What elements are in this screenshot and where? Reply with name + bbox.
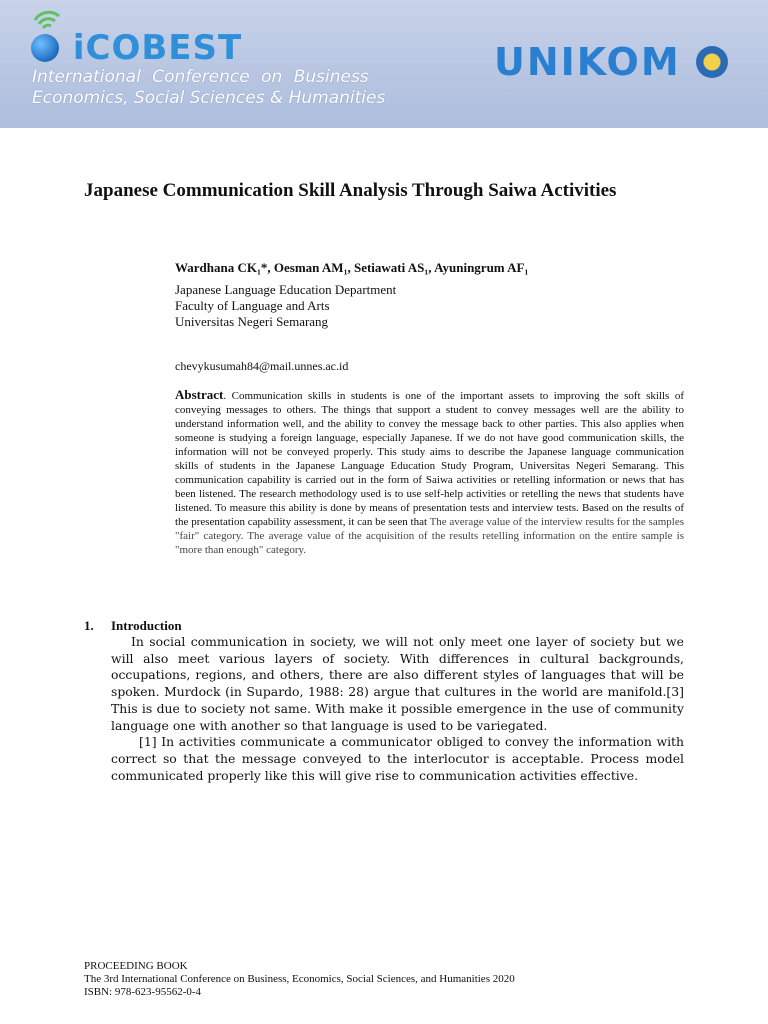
footer-proceeding: PROCEEDING BOOK <box>84 960 188 972</box>
page-footer <box>84 960 515 999</box>
section-title: Introduction <box>111 618 182 633</box>
paper-title: Japanese Communication Skill Analysis Through Saiwa Activities <box>84 180 617 201</box>
affiliation-department: Japanese Language Education Department <box>175 282 397 297</box>
affiliation-faculty: Faculty of Language and Arts <box>175 298 330 313</box>
footer-isbn: ISBN: 978-623-95562-0-4 <box>84 986 202 998</box>
university-seal-icon <box>696 46 728 78</box>
globe-icon <box>31 34 59 62</box>
abstract <box>175 388 684 557</box>
conference-name-line2: Economics, Social Sciences & Humanities <box>32 88 386 108</box>
icobest-logo <box>30 28 242 68</box>
affiliation-university: Universitas Negeri Semarang <box>175 314 329 329</box>
conference-name-line1: International Conference on Business <box>32 67 369 87</box>
section-number: 1. <box>84 618 94 633</box>
unikom-logo <box>494 40 728 84</box>
abstract-tail: The average value of the interview results for the samples "fair" category. The average value of the acquisition of the results retelling information on the entire sample is "more than enough" category. <box>175 516 684 556</box>
unikom-logo-text: UNIKOM <box>494 40 681 84</box>
introduction-paragraph-2: [1] In activities communicate a communicator obliged to convey the information with correct so that the message conveyed to the interlocutor is acceptable. Process model communicated properly like this will give rise to communication activities effective. <box>111 734 684 783</box>
author-list: Wardhana CK₁*, Oesman AM₁, Setiawati AS₁, Ayuningrum AF₁ <box>175 260 529 275</box>
introduction-paragraph-1: In social communication in society, we will not only meet one layer of society but we will also meet various layers of society. With differences in cultural backgrounds, occupations, regions, and others, there are also different styles of languages that will be spoken. Murdock (in Supardo, 1988: 28) argue that cultures in the world are manifold.[3] This is due to society not same. With make it possible emergence in the use of community language one with another so that language is used to be variegated. <box>111 634 684 733</box>
footer-conference: The 3rd International Conference on Business, Economics, Social Sciences, and Humanities 2020 <box>84 973 515 985</box>
abstract-text: . Communication skills in students is one of the important assets to improving the soft skills of conveying messages to others. The things that support a student to convey messages well are the ability to understand information well, and the ability to convey the message back to other parties. This also applies when someone is studying a foreign language, especially Japanese. If we do not have good communication skills, the information will not be conveyed properly. This study aims to describe the Japanese language communication skills of students in the Japanese Language Education Study Program, Universitas Negeri Semarang. This communication capability is carried out in the form of Saiwa activities or retelling information or news that has been listened. The research methodology used is to use self-help activities or retelling the news that students have listened. To measure this ability is done by means of presentation tests and interview tests. Based on the results of the presentation capability assessment, it can be seen that <box>175 390 684 528</box>
icobest-logo-text: iCOBEST <box>72 28 243 68</box>
affiliation-block <box>175 282 396 330</box>
conference-banner <box>0 0 768 128</box>
abstract-label: Abstract <box>175 387 224 402</box>
author-email: chevykusumah84@mail.unnes.ac.id <box>175 359 349 373</box>
section-heading-introduction <box>84 618 182 634</box>
introduction-body <box>111 634 684 784</box>
